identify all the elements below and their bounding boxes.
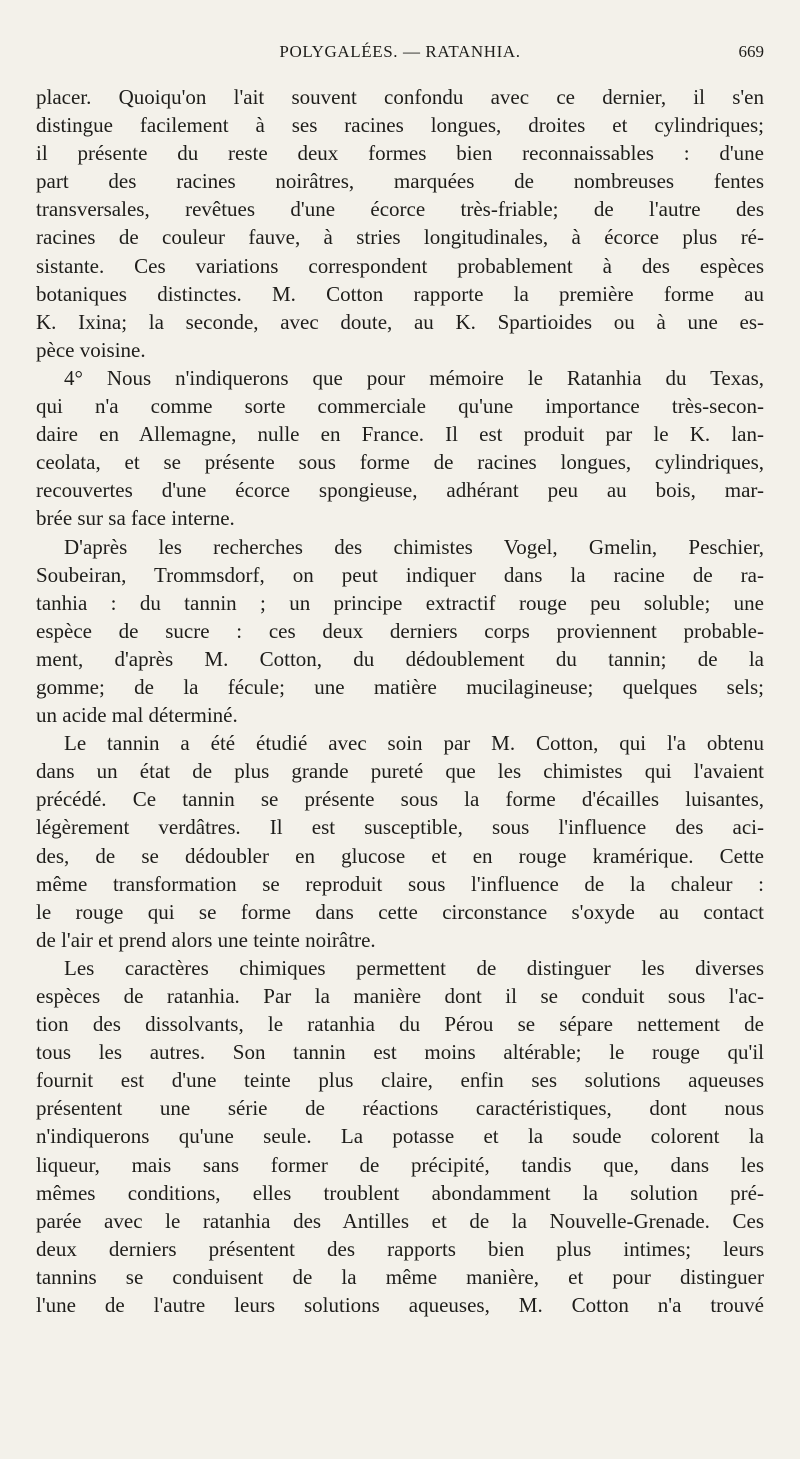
text-line: espèce de sucre : ces deux derniers corps proviennent probable- [36,618,764,643]
text-line: deux derniers présentent des rapports bien plus intimes; leurs [36,1236,764,1261]
text-line: précédé. Ce tannin se présente sous la forme d'écailles luisantes, [36,787,764,812]
page-number: 669 [738,42,764,61]
text-line: transversales, revêtues d'une écorce très-friable; de l'autre des [36,197,764,222]
text-line: racines de couleur fauve, à stries longitudinales, à écorce plus ré- [36,225,764,250]
text-line: Soubeiran, Trommsdorf, on peut indiquer dans la racine de ra- [36,562,764,587]
text-line: pèce voisine. [36,337,146,362]
text-line: liqueur, mais sans former de précipité, tandis que, dans les [36,1152,764,1177]
text-line: Les caractères chimiques permettent de distinguer les diverses [64,955,764,980]
text-line: il présente du reste deux formes bien reconnaissables : d'une [36,141,764,166]
text-line: n'indiquerons qu'une seule. La potasse et la soude colorent la [36,1124,764,1149]
text-line: légèrement verdâtres. Il est susceptible, sous l'influence des aci- [36,815,764,840]
text-line: fournit est d'une teinte plus claire, enfin ses solutions aqueuses [36,1068,764,1093]
text-line: des, de se dédoubler en glucose et en rouge kramérique. Cette [36,843,764,868]
text-line: ment, d'après M. Cotton, du dédoublement du tannin; de la [36,646,764,671]
text-line: présentent une série de réactions caractéristiques, dont nous [36,1096,764,1121]
text-line: Le tannin a été étudié avec soin par M. Cotton, qui l'a obtenu [64,731,764,756]
text-line: de l'air et prend alors une teinte noirâtre. [36,927,376,952]
text-line: espèces de ratanhia. Par la manière dont il se conduit sous l'ac- [36,984,764,1008]
text-line: qui n'a comme sorte commerciale qu'une importance très-secon- [36,394,764,419]
text-line: distingue facilement à ses racines longues, droites et cylindriques; [36,113,764,138]
text-line: tanhia : du tannin ; un principe extractif rouge peu soluble; une [36,590,764,615]
text-line: part des racines noirâtres, marquées de nombreuses fentes [36,169,764,194]
text-line: brée sur sa face interne. [36,506,235,531]
text-line: daire en Allemagne, nulle en France. Il est produit par le K. lan- [36,422,764,447]
body-text [36,83,764,1319]
text-line: D'après les recherches des chimistes Vogel, Gmelin, Peschier, [64,534,764,559]
text-line: l'une de l'autre leurs solutions aqueuses, M. Cotton n'a trouvé [36,1293,764,1318]
text-line: gomme; de la fécule; une matière mucilagineuse; quelques sels; [36,674,764,699]
text-line: placer. Quoiqu'on l'ait souvent confondu avec ce dernier, il s'en [36,85,764,109]
text-line: botaniques distinctes. M. Cotton rapporte la première forme au [36,281,764,306]
text-line: tion des dissolvants, le ratanhia du Pérou se sépare nettement de [36,1012,764,1037]
text-line: K. Ixina; la seconde, avec doute, au K. Spartioides ou à une es- [36,309,764,334]
text-line: un acide mal déterminé. [36,703,238,728]
text-line: sistante. Ces variations correspondent probablement à des espèces [36,253,764,278]
text-line: tous les autres. Son tannin est moins altérable; le rouge qu'il [36,1040,764,1065]
text-line: parée avec le ratanhia des Antilles et de la Nouvelle-Grenade. Ces [36,1208,764,1233]
text-line: recouvertes d'une écorce spongieuse, adhérant peu au bois, mar- [36,478,764,503]
running-head: POLYGALÉES. — RATANHIA. [279,42,521,61]
text-line: mêmes conditions, elles troublent abondamment la solution pré- [36,1180,764,1205]
page-header [36,36,764,66]
text-line: dans un état de plus grande pureté que les chimistes qui l'avaient [36,759,764,784]
text-line: tannins se conduisent de la même manière, et pour distinguer [36,1264,764,1289]
text-line: 4° Nous n'indiquerons que pour mémoire le Ratanhia du Texas, [64,365,764,390]
text-line: ceolata, et se présente sous forme de racines longues, cylindriques, [36,450,764,475]
text-line: même transformation se reproduit sous l'influence de la chaleur : [36,871,764,896]
text-line: le rouge qui se forme dans cette circonstance s'oxyde au contact [36,899,764,924]
